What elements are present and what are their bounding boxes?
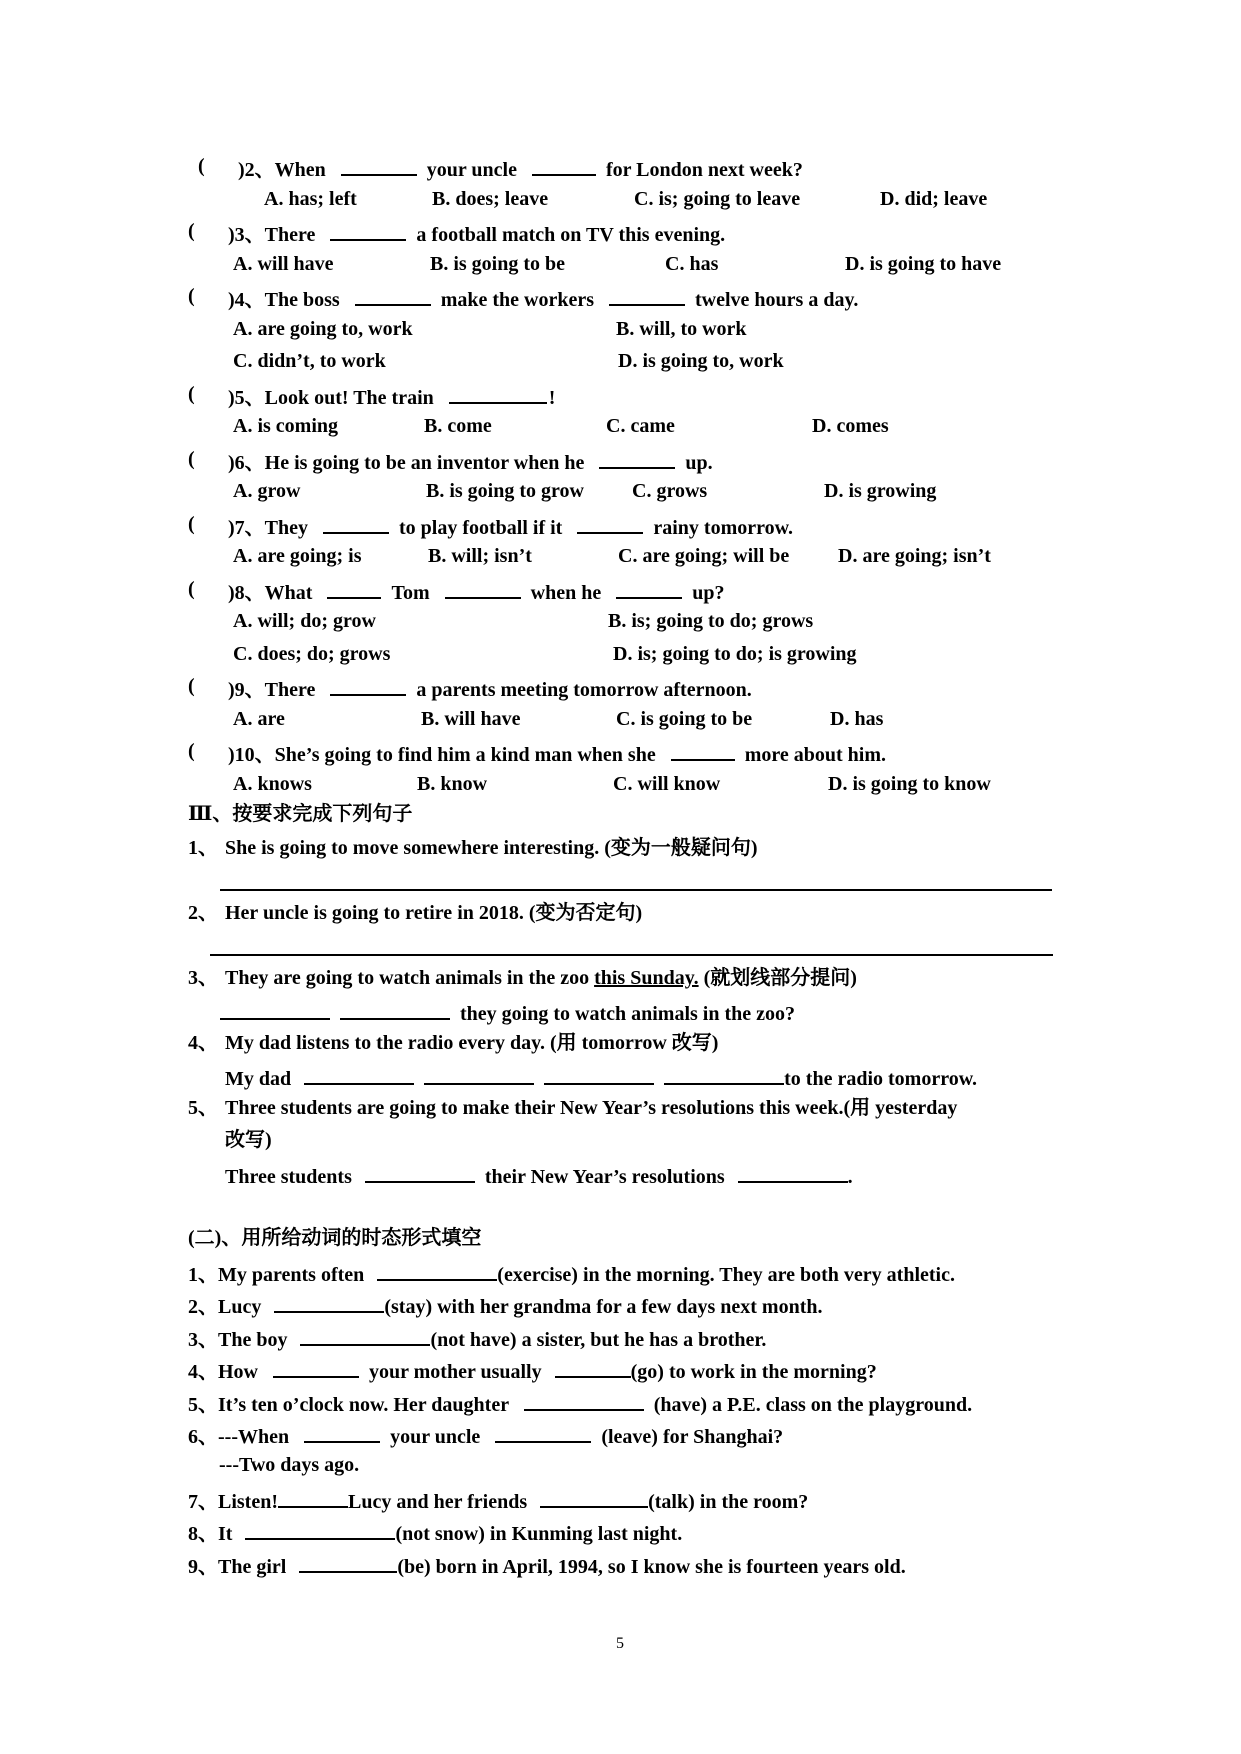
s3-q5-answer: Three students their New Year’s resolutions .	[225, 1163, 853, 1187]
blank[interactable]	[495, 1423, 591, 1443]
s3-q1-number: 1、	[188, 837, 218, 859]
s3-q5-number: 5、	[188, 1097, 218, 1119]
s3-q3-number: 3、	[188, 967, 218, 989]
mc-q4-option-d: D. is going to, work	[618, 350, 784, 372]
blank[interactable]	[616, 579, 682, 599]
mc-q10-option-b: B. know	[417, 773, 488, 795]
blank[interactable]	[330, 676, 406, 696]
mc-q3-option-b: B. is going to be	[430, 253, 566, 275]
blank[interactable]	[323, 514, 389, 534]
mc-q6-option-a: A. grow	[233, 480, 301, 502]
s4-item-9: 9、The girl (be) born in April, 1994, so I know she is fourteen years old.	[188, 1553, 906, 1577]
mc-question-5: )5、Look out! The train !	[228, 384, 555, 408]
underlined-phrase: this Sunday.	[594, 967, 699, 989]
blank[interactable]	[424, 1065, 534, 1085]
s3-q2-number: 2、	[188, 902, 218, 924]
s4-item-3: 3、The boy (not have) a sister, but he has a brother.	[188, 1326, 766, 1350]
mc-q3-option-d: D. is going to have	[845, 253, 1002, 275]
s4-item-8: 8、It (not snow) in Kunming last night.	[188, 1520, 682, 1544]
blank[interactable]	[245, 1520, 395, 1540]
s4-item-4: 4、How your mother usually (go) to work in the morning?	[188, 1358, 877, 1382]
blank[interactable]	[532, 156, 596, 176]
mc-question-2	[198, 156, 205, 176]
blank[interactable]	[445, 579, 521, 599]
mc-q6-option-d: D. is growing	[824, 480, 937, 502]
mc-q3-option-a: A. will have	[233, 253, 334, 275]
mc-q7-option-b: B. will; isn’t	[428, 545, 532, 567]
s4-item-1: 1、My parents often (exercise) in the morning. They are both very athletic.	[188, 1261, 955, 1285]
mc-q5-option-d: D. comes	[812, 415, 889, 437]
mc-q7-option-d: D. are going; isn’t	[838, 545, 991, 567]
mc-question-6: )6、He is going to be an inventor when he up.	[228, 449, 713, 473]
mc-q7-option-a: A. are going; is	[233, 545, 362, 567]
mc-question-10: )10、She’s going to find him a kind man when she more about him.	[228, 741, 886, 765]
mc-q8-option-b: B. is; going to do; grows	[608, 610, 814, 632]
s4-item-5: 5、It’s ten o’clock now. Her daughter (have) a P.E. class on the playground.	[188, 1391, 972, 1415]
s3-q1-text: She is going to move somewhere interesting. (变为一般疑问句)	[225, 837, 758, 859]
s3-q4-answer: My dad to the radio tomorrow.	[225, 1065, 977, 1089]
s3-q3-answer: they going to watch animals in the zoo?	[220, 1000, 795, 1024]
answer-paren-open: (	[188, 740, 195, 762]
answer-line[interactable]	[210, 954, 1053, 956]
blank[interactable]	[671, 741, 735, 761]
blank[interactable]	[544, 1065, 654, 1085]
answer-paren-open: (	[188, 285, 195, 307]
blank[interactable]	[220, 1000, 330, 1020]
mc-q7-option-c: C. are going; will be	[618, 545, 790, 567]
answer-line[interactable]	[220, 889, 1052, 891]
s3-q3-text: They are going to watch animals in the zoo this Sunday. (就划线部分提问)	[225, 967, 857, 989]
blank[interactable]	[330, 221, 406, 241]
blank[interactable]	[555, 1358, 631, 1378]
blank[interactable]	[577, 514, 643, 534]
answer-paren-open: (	[188, 383, 195, 405]
mc-question-2-text: )2、When your uncle for London next week?	[238, 156, 803, 180]
s3-q2-text: Her uncle is going to retire in 2018. (变为否定句)	[225, 902, 643, 924]
blank[interactable]	[304, 1065, 414, 1085]
mc-q10-option-d: D. is going to know	[828, 773, 991, 795]
blank[interactable]	[365, 1163, 475, 1183]
s3-q5-text-cont: 改写)	[225, 1129, 272, 1151]
blank[interactable]	[274, 1293, 384, 1313]
blank[interactable]	[299, 1553, 397, 1573]
blank[interactable]	[377, 1261, 497, 1281]
section-4-heading: (二)、用所给动词的时态形式填空	[188, 1227, 482, 1249]
page-number: 5	[616, 1635, 624, 1652]
mc-q4-option-c: C. didn’t, to work	[233, 350, 386, 372]
mc-q9-option-a: A. are	[233, 708, 285, 730]
mc-q5-option-b: B. come	[424, 415, 492, 437]
section-3-heading: Ⅲ、按要求完成下列句子	[188, 803, 413, 825]
blank[interactable]	[340, 1000, 450, 1020]
blank[interactable]	[449, 384, 547, 404]
answer-paren-open: (	[188, 220, 195, 242]
mc-q2-option-b: B. does; leave	[432, 188, 549, 210]
s4-item-6: 6、---When your uncle (leave) for Shanghai?	[188, 1423, 783, 1447]
mc-q9-option-b: B. will have	[421, 708, 521, 730]
blank[interactable]	[540, 1488, 648, 1508]
mc-q10-option-a: A. knows	[233, 773, 312, 795]
blank[interactable]	[300, 1326, 430, 1346]
mc-q5-option-a: A. is coming	[233, 415, 338, 437]
mc-q2-option-c: C. is; going to leave	[634, 188, 801, 210]
mc-q2-option-a: A. has; left	[264, 188, 357, 210]
blank[interactable]	[327, 579, 381, 599]
blank[interactable]	[341, 156, 417, 176]
answer-paren-open: (	[198, 155, 205, 177]
blank[interactable]	[304, 1423, 380, 1443]
mc-q6-option-b: B. is going to grow	[426, 480, 584, 502]
mc-q9-option-d: D. has	[830, 708, 884, 730]
mc-q6-option-c: C. grows	[632, 480, 708, 502]
mc-q8-option-a: A. will; do; grow	[233, 610, 376, 632]
answer-paren-open: (	[188, 513, 195, 535]
mc-q2-option-d: D. did; leave	[880, 188, 988, 210]
blank[interactable]	[609, 286, 685, 306]
mc-question-4: )4、The boss make the workers twelve hours a day.	[228, 286, 858, 310]
mc-q5-option-c: C. came	[606, 415, 675, 437]
s4-item-2: 2、Lucy (stay) with her grandma for a few days next month.	[188, 1293, 822, 1317]
mc-q4-option-b: B. will, to work	[616, 318, 747, 340]
mc-q8-option-d: D. is; going to do; is growing	[613, 643, 857, 665]
mc-q4-option-a: A. are going to, work	[233, 318, 413, 340]
blank[interactable]	[738, 1163, 848, 1183]
s4-item-7: 7、Listen! Lucy and her friends (talk) in the room?	[188, 1488, 808, 1512]
blank[interactable]	[599, 449, 675, 469]
mc-question-7: )7、They to play football if it rainy tomorrow.	[228, 514, 793, 538]
s4-item-6-reply: ---Two days ago.	[219, 1454, 360, 1476]
blank[interactable]	[664, 1065, 784, 1085]
mc-q8-option-c: C. does; do; grows	[233, 643, 391, 665]
mc-q10-option-c: C. will know	[613, 773, 721, 795]
s3-q4-number: 4、	[188, 1032, 218, 1054]
s3-q4-text: My dad listens to the radio every day. (用 tomorrow 改写)	[225, 1032, 719, 1054]
blank[interactable]	[524, 1391, 644, 1411]
blank[interactable]	[278, 1488, 348, 1508]
answer-paren-open: (	[188, 578, 195, 600]
blank[interactable]	[355, 286, 431, 306]
mc-question-8: )8、What Tom when he up?	[228, 579, 724, 603]
blank[interactable]	[273, 1358, 359, 1378]
mc-question-9: )9、There a parents meeting tomorrow afternoon.	[228, 676, 752, 700]
answer-paren-open: (	[188, 675, 195, 697]
mc-q9-option-c: C. is going to be	[616, 708, 753, 730]
mc-question-3: )3、There a football match on TV this evening.	[228, 221, 725, 245]
answer-paren-open: (	[188, 448, 195, 470]
s3-q5-text: Three students are going to make their New Year’s resolutions this week.(用 yesterday	[225, 1097, 958, 1119]
mc-q3-option-c: C. has	[665, 253, 719, 275]
